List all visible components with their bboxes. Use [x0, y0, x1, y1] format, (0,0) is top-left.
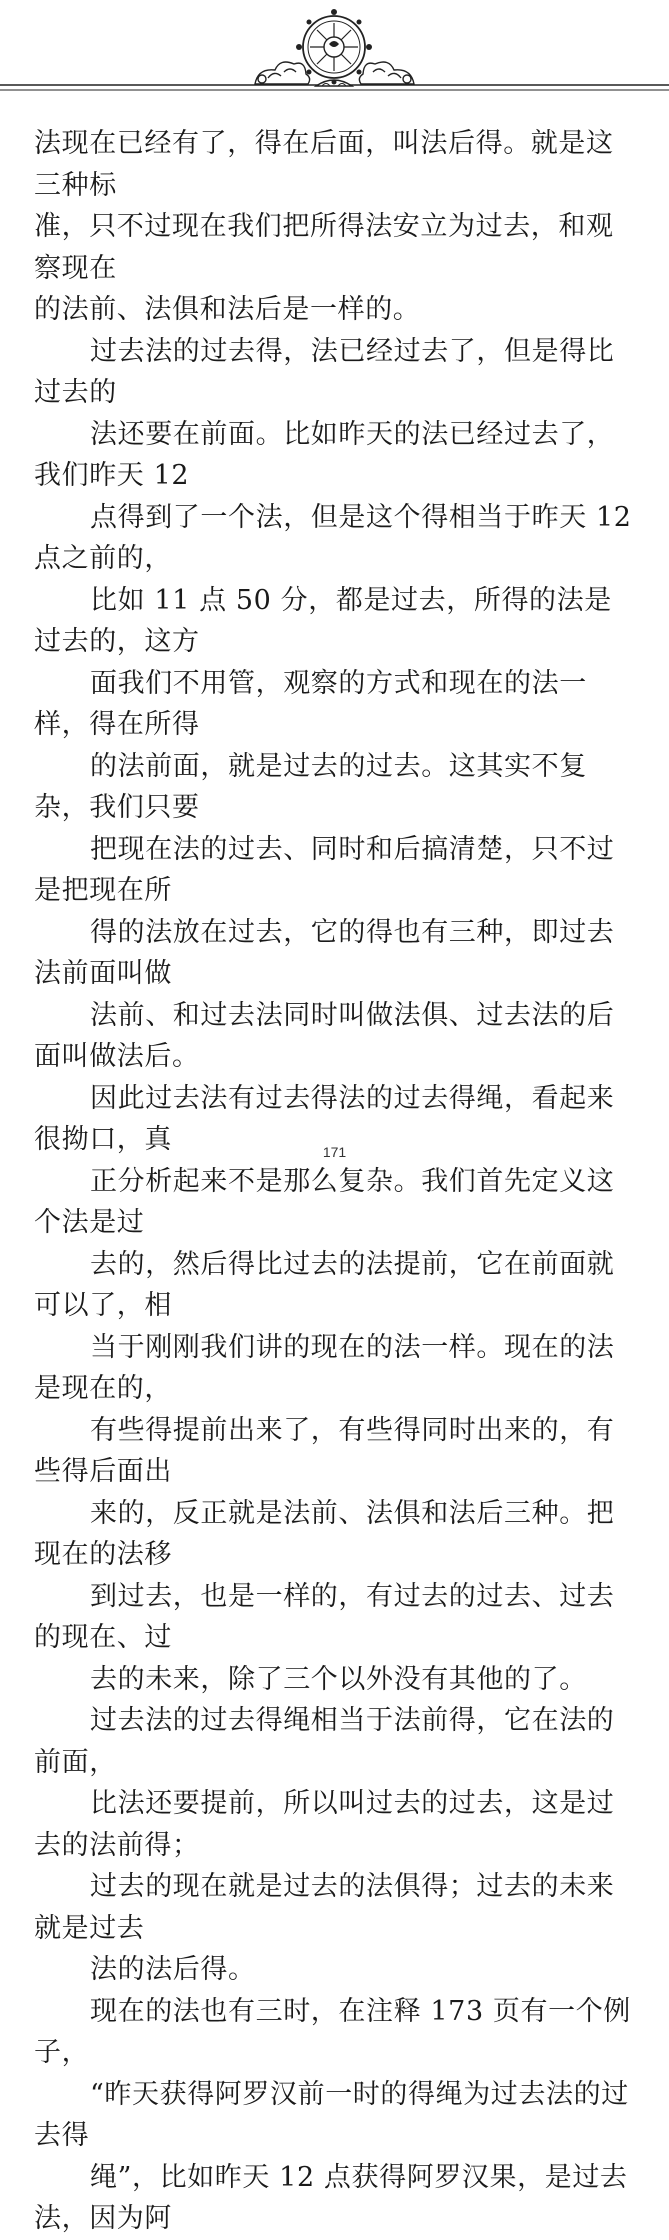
page-header	[0, 0, 669, 100]
text-line: 法前、和过去法同时叫做法俱、过去法的后面叫做法后。	[34, 999, 615, 1072]
text-line: 的法前、法俱和法后是一样的。	[34, 294, 421, 325]
text-line: 去的未来，除了三个以外没有其他的了。	[90, 1663, 587, 1695]
text-line: 面我们不用管，观察的方式和现在的法一样，得在所得	[34, 667, 587, 740]
text-line: 比法还要提前，所以叫过去的过去，这是过去的法前得；	[34, 1788, 615, 1861]
paragraph	[34, 1991, 638, 2240]
paragraph	[34, 1700, 638, 1991]
text-line: 因此过去法有过去得法的过去得绳，看起来很拗口，真	[34, 1082, 615, 1155]
text-line: 去的，然后得比过去的法提前，它在前面就可以了，相	[34, 1248, 615, 1321]
paragraph	[34, 123, 638, 331]
text-line: 现在的法也有三时，在注释 173 页有一个例子，	[34, 1995, 631, 2068]
text-line: 法现在已经有了，得在后面，叫法后得。就是这三种标	[34, 128, 614, 201]
cloud-scroll-right-icon	[359, 62, 414, 84]
text-line: 点得到了一个法，但是这个得相当于昨天 12 点之前的，	[34, 501, 632, 574]
text-line: 准，只不过现在我们把所得法安立为过去，和观察现在	[34, 211, 614, 284]
text-line: 的法前面，就是过去的过去。这其实不复杂，我们只要	[34, 750, 587, 823]
text-line: 过去法的过去得，法已经过去了，但是得比过去的	[34, 335, 615, 408]
text-line: 正分析起来不是那么复杂。我们首先定义这个法是过	[34, 1165, 615, 1238]
text-line: 当于刚刚我们讲的现在的法一样。现在的法是现在的，	[34, 1331, 615, 1404]
text-line: 过去的现在就是过去的法俱得；过去的未来就是过去	[34, 1871, 615, 1944]
header-ornament	[0, 0, 669, 100]
text-line: “昨天获得阿罗汉前一时的得绳为过去法的过去得	[34, 2078, 629, 2151]
page-number: 171	[322, 1144, 347, 1160]
text-line: 得的法放在过去，它的得也有三种，即过去法前面叫做	[34, 916, 615, 989]
text-line: 法的法后得。	[90, 1954, 256, 1985]
page-body	[34, 123, 638, 2240]
paragraph	[34, 331, 638, 1701]
text-line: 把现在法的过去、同时和后搞清楚，只不过是把现在所	[34, 833, 615, 906]
text-line: 法还要在前面。比如昨天的法已经过去了，我们昨天 12	[34, 418, 615, 491]
text-line: 有些得提前出来了，有些得同时出来的，有些得后面出	[34, 1414, 615, 1487]
text-line: 比如 11 点 50 分，都是过去，所得的法是过去的，这方	[34, 584, 612, 657]
text-line: 过去法的过去得绳相当于法前得，它在法的前面，	[34, 1705, 615, 1778]
text-line: 到过去，也是一样的，有过去的过去、过去的现在、过	[34, 1580, 615, 1653]
text-line: 来的，反正就是法前、法俱和法后三种。把现在的法移	[34, 1497, 615, 1570]
cloud-scroll-left-icon	[255, 62, 310, 84]
text-line: 绳”，比如昨天 12 点获得阿罗汉果，是过去法，因为阿	[34, 2161, 628, 2234]
